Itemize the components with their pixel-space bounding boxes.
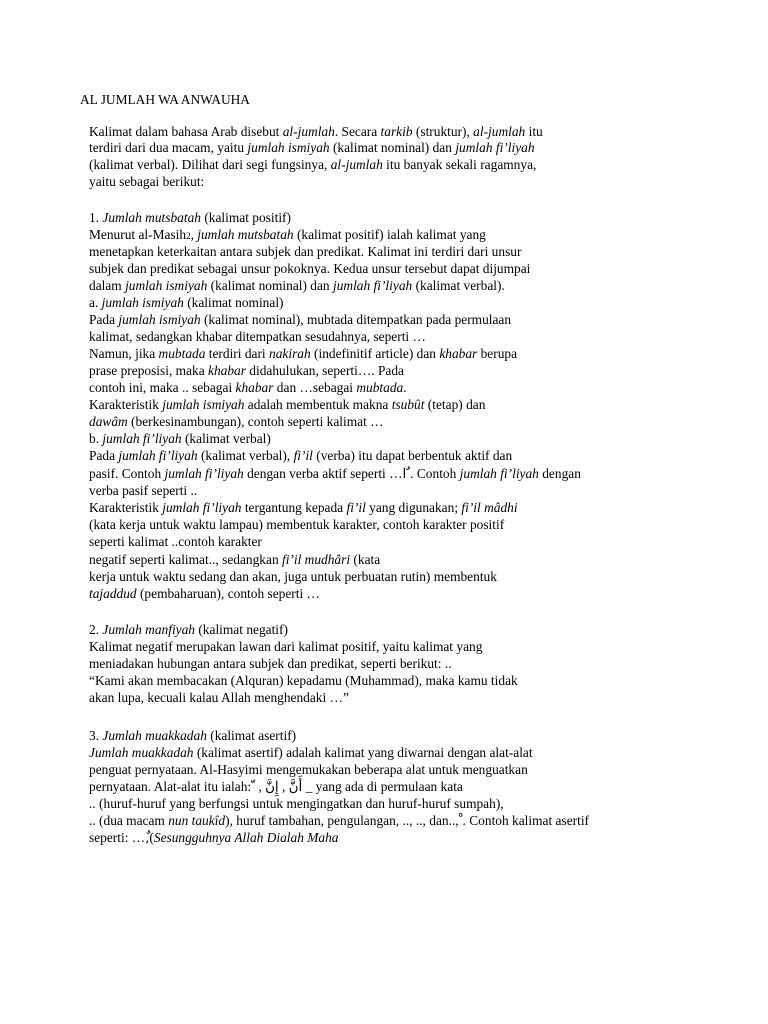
text-run: akan lupa, kecuali kalau Allah menghendaki …” (89, 690, 349, 705)
text-run: subjek dan predikat sebagai unsur pokoknya. Kedua unsur tersebut dapat dijumpai (89, 261, 531, 276)
body-line (89, 745, 533, 761)
italic-term: Sesungguhnya Allah Dialah Maha (153, 830, 339, 845)
text-run: “Kami akan membacakan (Alquran) kepadamu (Muhammad), maka kamu tidak (89, 673, 518, 688)
body-line (89, 295, 284, 311)
text-run: berupa (477, 346, 518, 361)
text-run: pasif. Contoh (89, 466, 165, 481)
body-line (89, 483, 197, 499)
text-run: Karakteristik (89, 500, 163, 515)
italic-term: khabar (235, 380, 274, 395)
footnote-ref: 2 (186, 231, 191, 241)
italic-term: tajaddud (89, 586, 137, 601)
body-line (89, 124, 543, 140)
italic-term: khabar (439, 346, 478, 361)
italic-term: tarkib (380, 124, 413, 139)
text-run: (struktur), (412, 124, 474, 139)
body-line (89, 431, 271, 447)
body-line (89, 210, 291, 226)
text-run: (kalimat verbal), (197, 448, 294, 463)
body-line (89, 363, 404, 379)
text-run: tergantung kepada (241, 500, 347, 515)
text-run: dan …sebagai (273, 380, 357, 395)
italic-term: jumlah ismiyah (125, 278, 208, 293)
text-run: dengan (538, 466, 581, 481)
text-run: (kalimat asertif) (206, 728, 297, 743)
text-run: verba pasif seperti .. (89, 483, 198, 498)
body-line (89, 414, 384, 430)
body-line (89, 552, 380, 568)
italic-term: jumlah fi’liyah (332, 278, 413, 293)
body-line (89, 244, 521, 260)
italic-term: fi’il (346, 500, 366, 515)
text-run: yang digunakan; (365, 500, 462, 515)
body-line (89, 762, 528, 778)
text-run: (indefinitif article) dan (310, 346, 440, 361)
text-run: dengan verba aktif seperti …ا ٌ. Contoh (243, 466, 460, 481)
body-line (89, 157, 536, 173)
italic-term: jumlah ismiyah (247, 140, 330, 155)
body-line (89, 534, 262, 550)
text-run: seperti: …,ٌ( (89, 830, 154, 845)
document-title: AL JUMLAH WA ANWAUHA (80, 92, 250, 107)
text-run: pernyataan. Alat-alat itu ialah: ّ , أَنَّ , إِنَّ _ yang ada di permulaan kata (89, 779, 463, 794)
italic-term: tsubût (391, 397, 425, 412)
text-run: .. (dua macam (89, 813, 169, 828)
text-run: a. (89, 295, 102, 310)
text-run: b. (89, 431, 103, 446)
text-run: (kalimat positif) (200, 210, 291, 225)
italic-term: fi’il mâdhi (461, 500, 518, 515)
italic-term: al-jumlah (282, 124, 335, 139)
body-line (89, 329, 426, 345)
body-line (89, 312, 511, 328)
text-run: prase preposisi, maka (89, 363, 208, 378)
text-run: . Secara (334, 124, 381, 139)
italic-term: jumlah ismiyah (101, 295, 184, 310)
body-line (89, 380, 407, 396)
body-line (89, 448, 512, 464)
text-run: (tetap) dan (424, 397, 486, 412)
body-line (89, 397, 485, 413)
body-line (89, 500, 518, 516)
italic-term: jumlah fi’liyah (164, 466, 244, 481)
italic-term: khabar (208, 363, 246, 378)
body-line (89, 569, 497, 585)
body-line (89, 586, 320, 602)
italic-term: jumlah ismiyah (162, 397, 245, 412)
italic-term: nakirah (269, 346, 311, 361)
text-run: contoh ini, maka .. sebagai (89, 380, 236, 395)
body-line (89, 639, 482, 655)
text-run: Pada (89, 312, 119, 327)
italic-term: jumlah fi’liyah (118, 448, 198, 463)
italic-term: Jumlah muakkadah (102, 728, 207, 743)
italic-term: jumlah fi’liyah (102, 431, 182, 446)
body-line (89, 796, 504, 812)
italic-term: jumlah fi’liyah (162, 500, 242, 515)
body-line (89, 779, 463, 795)
body-line (89, 622, 288, 638)
text-run: .. (huruf-huruf yang berfungsi untuk mengingatkan dan huruf-huruf sumpah), (89, 796, 504, 811)
text-run: Karakteristik (89, 397, 163, 412)
italic-term: dawâm (89, 414, 128, 429)
body-line (89, 656, 452, 672)
text-run: (kalimat verbal). (412, 278, 505, 293)
italic-term: jumlah fi’liyah (455, 140, 535, 155)
body-line (89, 346, 517, 362)
text-run: ), huruf tambahan, pengulangan, .., .., dan.., ْ. Contoh kalimat asertif (225, 813, 589, 828)
text-run: (kalimat asertif) adalah kalimat yang diwarnai dengan alat-alat (193, 745, 533, 760)
text-run: . (403, 380, 407, 395)
text-run: (kalimat nominal), mubtada ditempatkan pada permulaan (200, 312, 512, 327)
text-run: (kalimat nominal) dan (329, 140, 456, 155)
body-line (89, 466, 581, 482)
body-line (89, 690, 349, 706)
text-run: kalimat, sedangkan khabar ditempatkan sesudahnya, seperti … (89, 329, 426, 344)
italic-term: al-jumlah (330, 157, 383, 172)
text-run: itu banyak sekali ragamnya, (382, 157, 537, 172)
italic-term: jumlah mutsbatah (197, 227, 294, 242)
text-run: meniadakan hubungan antara subjek dan predikat, seperti berikut: .. (89, 656, 452, 671)
text-run: (berkesinambungan), contoh seperti kalimat … (127, 414, 384, 429)
text-run: (kalimat positif) ialah kalimat yang (293, 227, 486, 242)
italic-term: fi’il (293, 448, 313, 463)
italic-term: nun taukîd (168, 813, 226, 828)
text-run: Kalimat negatif merupakan lawan dari kalimat positif, yaitu kalimat yang (89, 639, 483, 654)
italic-term: Jumlah muakkadah (89, 745, 194, 760)
italic-term: jumlah fi’liyah (459, 466, 539, 481)
text-run: (kata kerja untuk waktu lampau) membentuk karakter, contoh karakter positif (89, 517, 505, 532)
text-run: terdiri dari dua macam, yaitu (89, 140, 248, 155)
text-run: 1. (89, 210, 103, 225)
body-line (89, 174, 204, 190)
text-run: negatif seperti kalimat.., sedangkan (89, 552, 282, 567)
body-line (89, 278, 505, 294)
text-run: menetapkan keterkaitan antara subjek dan predikat. Kalimat ini terdiri dari unsur (89, 244, 522, 259)
text-run: dalam (89, 278, 126, 293)
text-run: (pembaharuan), contoh seperti … (136, 586, 320, 601)
italic-term: mubtada (158, 346, 206, 361)
body-line (89, 261, 530, 277)
text-run: seperti kalimat ..contoh karakter (89, 534, 262, 549)
text-run: Pada (89, 448, 119, 463)
body-line (89, 728, 296, 744)
text-run: (kalimat nominal) (183, 295, 284, 310)
text-run: (kalimat nominal) dan (207, 278, 333, 293)
text-run: (kata (350, 552, 381, 567)
italic-term: jumlah ismiyah (118, 312, 201, 327)
body-line (89, 830, 338, 846)
body-line (89, 517, 504, 533)
body-line (89, 227, 486, 244)
text-run: 3. (89, 728, 103, 743)
italic-term: Jumlah mutsbatah (102, 210, 201, 225)
text-run: didahulukan, seperti…. Pada (245, 363, 404, 378)
text-run: Menurut al-Masih (89, 227, 187, 242)
text-run: terdiri dari (205, 346, 270, 361)
body-line (89, 813, 589, 829)
body-line (89, 140, 535, 156)
italic-term: al-jumlah (473, 124, 526, 139)
text-run: penguat pernyataan. Al-Hasyimi mengemukakan beberapa alat untuk menguatkan (89, 762, 528, 777)
text-run: itu (525, 124, 543, 139)
text-run: (kalimat verbal). Dilihat dari segi fungsinya, (89, 157, 331, 172)
body-line (89, 673, 518, 689)
text-run: kerja untuk waktu sedang dan akan, juga untuk perbuatan rutin) membentuk (89, 569, 497, 584)
italic-term: mubtada (356, 380, 404, 395)
text-run: (kalimat verbal) (181, 431, 271, 446)
text-run: (kalimat negatif) (195, 622, 288, 637)
text-run: , (190, 227, 198, 242)
text-run: yaitu sebagai berikut: (89, 174, 205, 189)
italic-term: fi’il mudhâri (281, 552, 351, 567)
text-run: adalah membentuk makna (244, 397, 392, 412)
text-run: (verba) itu dapat berbentuk aktif dan (312, 448, 513, 463)
text-run: 2. (89, 622, 103, 637)
text-run: Namun, jika (89, 346, 159, 361)
text-run: Kalimat dalam bahasa Arab disebut (89, 124, 283, 139)
italic-term: Jumlah manfiyah (102, 622, 195, 637)
